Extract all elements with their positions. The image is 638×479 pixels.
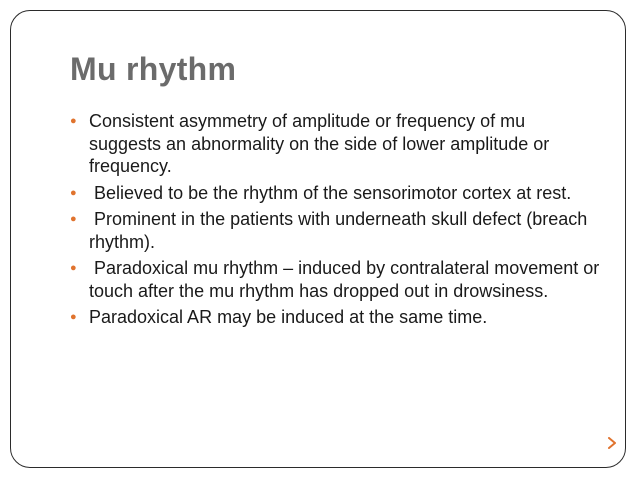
bullet-item — [70, 182, 600, 205]
bullet-text: Paradoxical mu rhythm – induced by contralateral movement or touch after the mu rhythm has dropped out in drowsiness. — [89, 258, 605, 301]
circle-bullet-icon: ● — [70, 186, 77, 199]
bullet-list — [70, 110, 605, 333]
bullet-item — [70, 110, 600, 178]
bullet-text: Believed to be the rhythm of the sensorimotor cortex at rest. — [89, 182, 572, 203]
circle-bullet-icon: ● — [70, 311, 77, 323]
circle-bullet-icon: ● — [70, 115, 77, 127]
circle-bullet-icon: ● — [70, 262, 77, 274]
circle-bullet-icon: ● — [70, 213, 77, 225]
bullet-text: Consistent asymmetry of amplitude or frequency of mu suggests an abnormality on the side of lower amplitude or frequency. — [89, 111, 550, 176]
bullet-item — [70, 257, 605, 302]
slide-title: Mu rhythm — [70, 51, 237, 87]
bullet-item — [70, 208, 600, 253]
bullet-text: Prominent in the patients with underneath skull defect (breach rhythm). — [89, 209, 593, 252]
bullet-item — [70, 306, 600, 329]
chevron-right-icon[interactable] — [607, 437, 617, 449]
bullet-text: Paradoxical AR may be induced at the same time. — [89, 307, 488, 327]
